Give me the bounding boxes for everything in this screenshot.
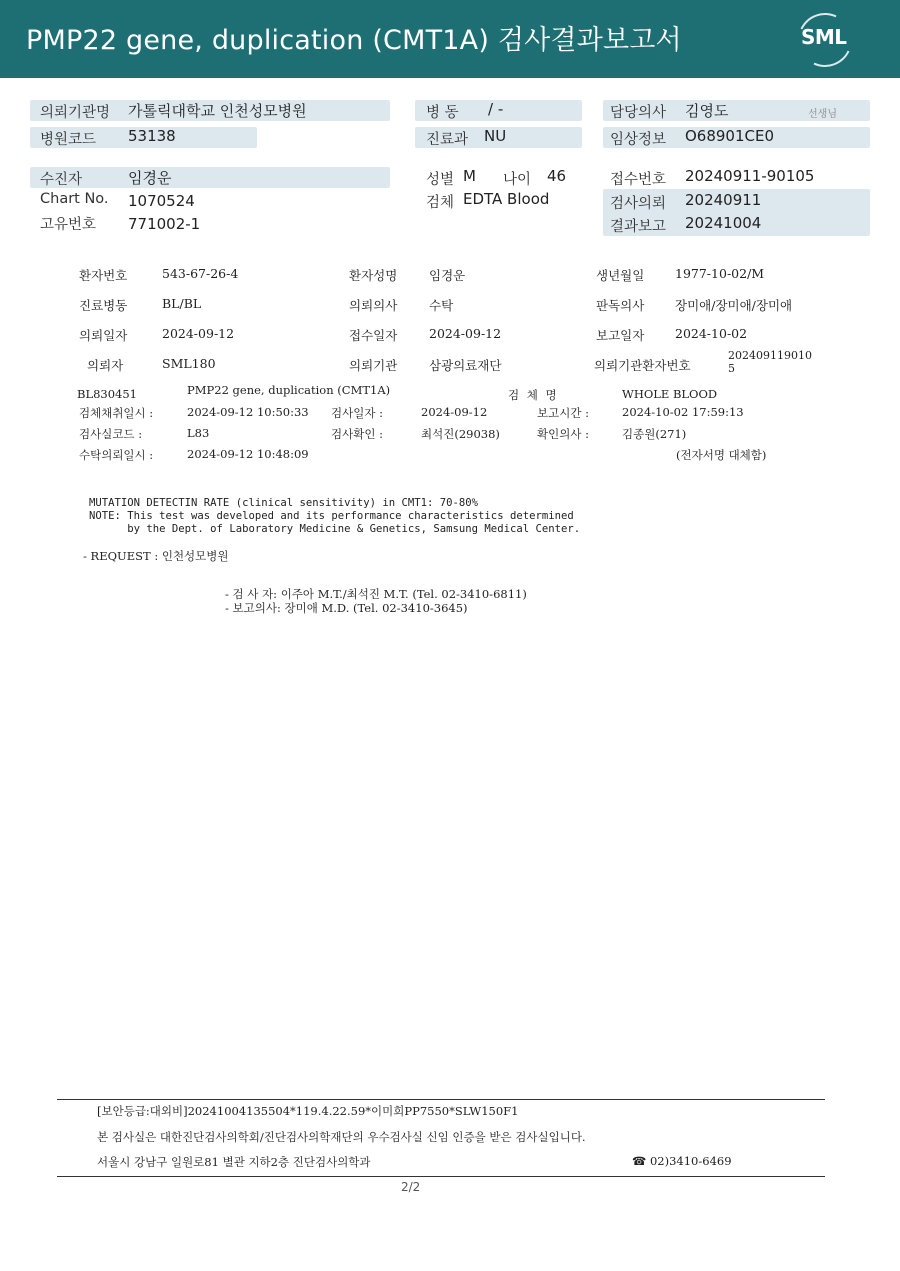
reader-value: 장미애/장미애/장미애	[675, 298, 793, 313]
report-header	[0, 0, 900, 78]
sml-logo	[798, 13, 852, 67]
report-title: PMP22 gene, duplication (CMT1A) 검사결과보고서	[26, 25, 682, 56]
footer-bottom-rule	[57, 1176, 825, 1177]
specimen-name-label: 검 체 명	[508, 388, 559, 402]
hospital-code-value: 53138	[128, 127, 176, 145]
pname-value: 임경운	[429, 268, 466, 283]
pid-value: 543-67-26-4	[162, 266, 239, 281]
clinical-value: O68901CE0	[685, 127, 775, 145]
patient-box	[30, 167, 390, 188]
consign-label: 수탁의뢰일시 :	[79, 448, 154, 462]
ward-label: 병 동	[426, 105, 459, 121]
chart-value: 1070524	[128, 192, 195, 210]
specimen-name-value: WHOLE BLOOD	[622, 387, 718, 401]
doctor-label: 담당의사	[610, 105, 667, 121]
institution-label: 의뢰기관명	[40, 105, 111, 121]
reporter-note: - 보고의사: 장미애 M.D. (Tel. 02-3410-3645)	[225, 601, 468, 615]
result-line-3: by the Dept. of Laboratory Medicine & Genetics, Samsung Medical Center.	[89, 523, 581, 535]
reqdoc-label: 의뢰의사	[349, 298, 398, 313]
specimen-value: EDTA Blood	[463, 190, 550, 208]
confdoc-label: 확인의사 :	[537, 427, 589, 441]
address-line: 서울시 강남구 일원로81 별관 지하2층 진단검사의학과	[97, 1155, 371, 1169]
phone-line: ☎ 02)3410-6469	[632, 1154, 732, 1168]
labcode-value: L83	[187, 426, 210, 440]
consign-value: 2024-09-12 10:48:09	[187, 447, 309, 461]
reqinst-label: 의뢰기관	[349, 358, 398, 373]
request-label: 검사의뢰	[610, 196, 667, 212]
reqdoc-value: 수탁	[429, 298, 454, 313]
treat-ward-value: BL/BL	[162, 296, 202, 311]
chart-label: Chart No.	[40, 191, 109, 207]
report-value: 20241004	[685, 214, 762, 232]
instpid-value-1: 202409119010	[728, 349, 812, 362]
reqdate-label: 의뢰일자	[79, 328, 128, 343]
labcode-label: 검사실코드 :	[79, 427, 143, 441]
logo-text: SML	[801, 25, 847, 49]
request-note: - REQUEST : 인천성모병원	[83, 549, 229, 563]
age-value: 46	[547, 167, 567, 185]
result-line-2: NOTE: This test was developed and its performance characteristics determined	[89, 510, 574, 522]
footer-top-rule	[57, 1099, 825, 1100]
patient-label: 수진자	[40, 172, 83, 188]
reader-label: 판독의사	[596, 298, 645, 313]
ward-value: / -	[488, 100, 504, 118]
age-label: 나이	[503, 172, 532, 188]
dob-value: 1977-10-02/M	[675, 266, 765, 281]
confirm-label: 검사확인 :	[331, 427, 383, 441]
certification-line: 본 검사실은 대한진단검사의학회/진단검사의학재단의 우수검사실 신임 인증을 받은 검사실입니다.	[97, 1130, 586, 1144]
dept-label: 진료과	[426, 132, 469, 148]
result-line-1: MUTATION DETECTIN RATE (clinical sensitivity) in CMT1: 70-80%	[89, 497, 479, 509]
pid-label: 환자번호	[79, 268, 128, 283]
dept-value: NU	[484, 127, 507, 145]
esign-note: (전자서명 대체함)	[676, 448, 767, 462]
instpid-label: 의뢰기관환자번호	[594, 358, 691, 373]
page-number: 2/2	[401, 1180, 421, 1194]
report-label: 결과보고	[610, 219, 667, 235]
doctor-suffix: 선생님	[808, 109, 837, 120]
patient-value: 임경운	[128, 169, 172, 187]
collect-value: 2024-09-12 10:50:33	[187, 405, 309, 419]
requester-value: SML180	[162, 356, 216, 371]
reptime-label: 보고시간 :	[537, 406, 589, 420]
sex-value: M	[463, 167, 476, 185]
testdate-label: 검사일자 :	[331, 406, 383, 420]
unique-label: 고유번호	[40, 217, 97, 233]
test-name: PMP22 gene, duplication (CMT1A)	[187, 383, 391, 397]
institution-value: 가톨릭대학교 인천성모병원	[128, 102, 307, 120]
requester-label: 의뢰자	[87, 358, 124, 373]
test-code: BL830451	[77, 387, 137, 401]
repdate-label: 보고일자	[596, 328, 645, 343]
reqdate-value: 2024-09-12	[162, 326, 235, 341]
reqinst-value: 삼광의료재단	[429, 358, 502, 373]
receipt-value: 20240911-90105	[685, 167, 815, 185]
security-line: [보안등급:대외비]20241004135504*119.4.22.59*이미희PP7550*SLW150F1	[97, 1104, 519, 1118]
unique-value: 771002-1	[128, 215, 201, 233]
confirm-value: 최석진(29038)	[421, 427, 500, 441]
request-value: 20240911	[685, 191, 762, 209]
treat-ward-label: 진료병동	[79, 298, 128, 313]
instpid-value-2: 5	[728, 362, 735, 375]
recdate-label: 접수일자	[349, 328, 398, 343]
recdate-value: 2024-09-12	[429, 326, 502, 341]
doctor-value: 김영도	[685, 102, 729, 120]
hospital-code-label: 병원코드	[40, 132, 97, 148]
sex-label: 성별	[426, 172, 455, 188]
clinical-label: 임상정보	[610, 132, 667, 148]
reptime-value: 2024-10-02 17:59:13	[622, 405, 744, 419]
collect-label: 검체채취일시 :	[79, 406, 154, 420]
repdate-value: 2024-10-02	[675, 326, 748, 341]
confdoc-value: 김종원(271)	[622, 427, 687, 441]
pname-label: 환자성명	[349, 268, 398, 283]
dob-label: 생년월일	[596, 268, 645, 283]
specimen-label: 검체	[426, 195, 455, 211]
testdate-value: 2024-09-12	[421, 405, 488, 419]
tester-note: - 검 사 자: 이주아 M.T./최석진 M.T. (Tel. 02-3410-6811)	[225, 587, 527, 601]
receipt-label: 접수번호	[610, 172, 667, 188]
